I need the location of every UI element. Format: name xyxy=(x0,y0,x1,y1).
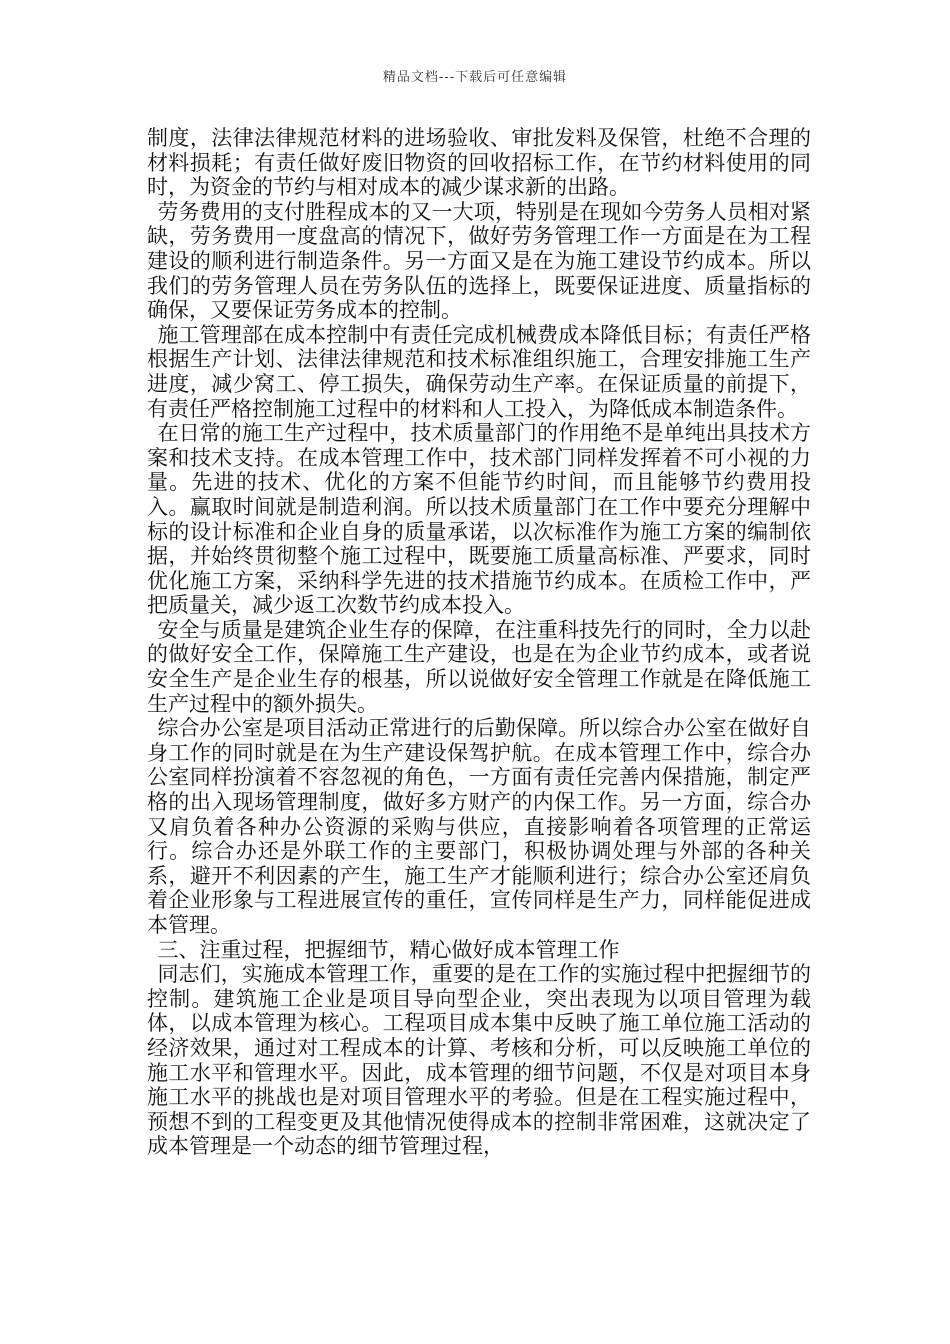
paragraph: 劳务费用的支付胜程成本的又一大项，特别是在现如今劳务人员相对紧缺，劳务费用一度盘高的情况下，做好劳务管理工作一方面是在为工程建设的顺利进行制造条件。另一方面又是在为施工建设节约成本。所以我们的劳务管理人员在劳务队伍的选择上，既要保证进度、质量指标的确保，又要保证劳务成本的控制。 xyxy=(147,199,811,323)
page-header: 精品文档---下载后可任意编辑 xyxy=(382,70,568,85)
paragraph: 综合办公室是项目活动正常进行的后勤保障。所以综合办公室在做好自身工作的同时就是在为生产建设保驾护航。在成本管理工作中，综合办公室同样扮演着不容忽视的角色，一方面有责任完善内保措施，制定严格的出入现场管理制度，做好多方财产的内保工作。另一方面，综合办又肩负着各种办公资源的采购与供应，直接影响着各项管理的正常运行。综合办还是外联工作的主要部门，积极协调处理与外部的各种关系，避开不利因素的产生，施工生产才能顺利进行；综合办公室还肩负着企业形象与工程进展宣传的重任，宣传同样是生产力，同样能促进成本管理。 xyxy=(147,716,811,937)
paragraph: 在日常的施工生产过程中，技术质量部门的作用绝不是单纯出具技术方案和技术支持。在成本管理工作中，技术部门同样发挥着不可小视的力量。先进的技术、优化的方案不但能节约时间，而且能够节约费用投入。赢取时间就是制造利润。所以技术质量部门在工作中要充分理解中标的设计标准和企业自身的质量承诺，以次标准作为施工方案的编制依据，并始终贯彻整个施工过程中，既要施工质量高标准、严要求，同时优化施工方案，采纳科学先进的技术措施节约成本。在质检工作中，严把质量关，减少返工次数节约成本投入。 xyxy=(147,421,811,618)
document-body xyxy=(147,126,811,1159)
paragraph: 同志们，实施成本管理工作，重要的是在工作的实施过程中把握细节的控制。建筑施工企业是项目导向型企业，突出表现为以项目管理为载体，以成本管理为核心。工程项目成本集中反映了施工单位施工活动的经济效果，通过对工程成本的计算、考核和分析，可以反映施工单位的施工水平和管理水平。因此，成本管理的细节问题，不仅是对项目本身施工水平的挑战也是对项目管理水平的考验。但是在工程实施过程中，预想不到的工程变更及其他情况使得成本的控制非常困难，这就决定了成本管理是一个动态的细节管理过程， xyxy=(147,962,811,1159)
section-heading: 三、注重过程，把握细节，精心做好成本管理工作 xyxy=(157,937,620,962)
paragraph: 制度，法律法律规范材料的进场验收、审批发料及保管，杜绝不合理的材料损耗；有责任做好废旧物资的回收招标工作，在节约材料使用的同时，为资金的节约与相对成本的减少谋求新的出路。 xyxy=(147,126,811,200)
paragraph: 安全与质量是建筑企业生存的保障，在注重科技先行的同时，全力以赴的做好安全工作，保障施工生产建设，也是在为企业节约成本，或者说安全生产是企业生存的根基，所以说做好安全管理工作就是在降低施工生产过程中的额外损失。 xyxy=(147,617,811,716)
paragraph: 施工管理部在成本控制中有责任完成机械费成本降低目标；有责任严格根据生产计划、法律法律规范和技术标准组织施工，合理安排施工生产进度，减少窝工、停工损失，确保劳动生产率。在保证质量的前提下，有责任严格控制施工过程中的材料和人工投入，为降低成本制造条件。 xyxy=(147,322,811,421)
